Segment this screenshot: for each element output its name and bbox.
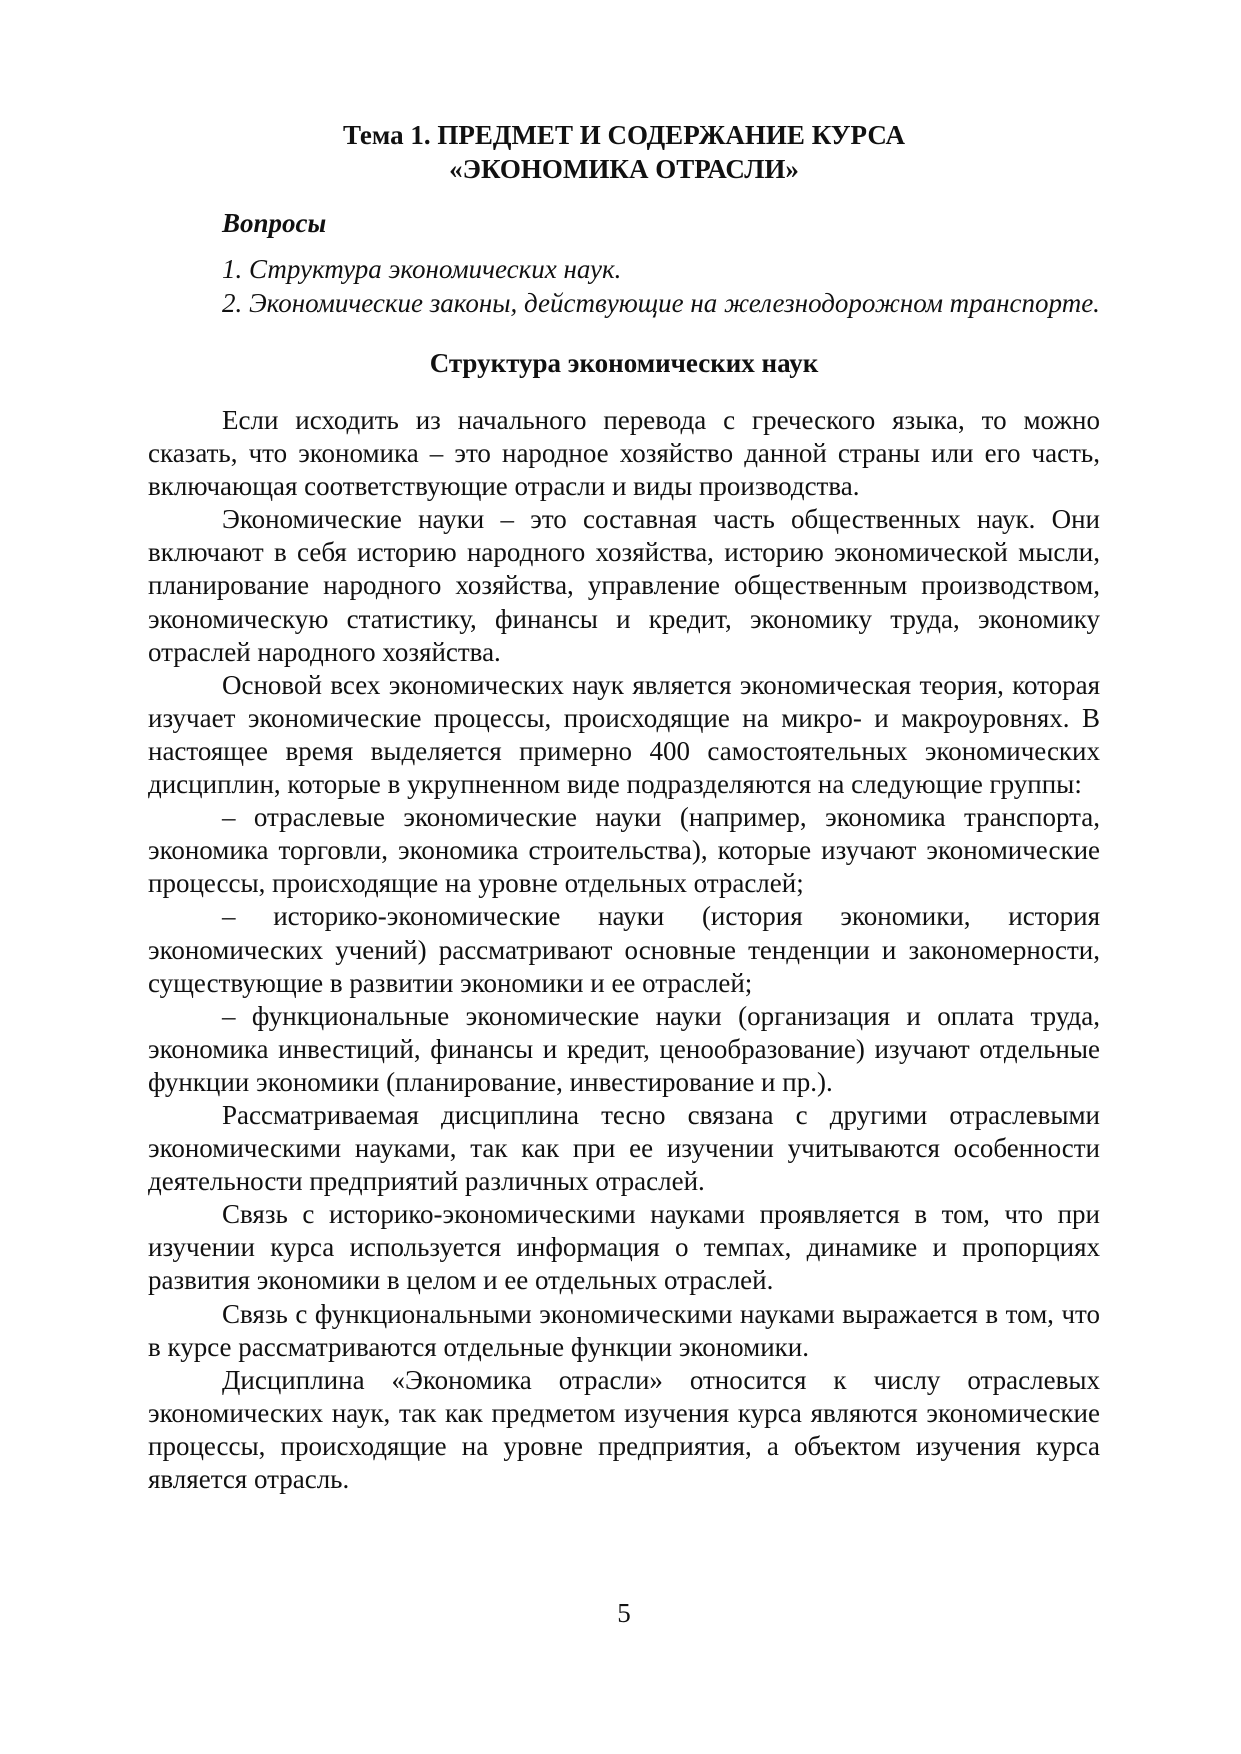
question-item-1: 1. Структура экономических наук.	[222, 254, 622, 284]
paragraph-7: Дисциплина «Экономика отрасли» относится к числу отраслевых экономических наук, так как предметом изучения курса являются экономические процессы, происходящие на уровне предприятия, а объектом изучения курса является отрасль.	[148, 1364, 1100, 1494]
questions-title: Вопросы	[222, 208, 327, 238]
section-title: Структура экономических наук	[429, 348, 819, 378]
heading-line-1: Тема 1. ПРЕДМЕТ И СОДЕРЖАНИЕ КУРСА	[342, 120, 906, 150]
list-item-sectoral: – отраслевые экономические науки (например, экономика транспорта, экономика торговли, экономика строительства), которые изучают экономические процессы, происходящие на уровне отдельных отраслей;	[148, 802, 1100, 899]
list-item-functional: – функциональные экономические науки (организация и оплата труда, экономика инвестиций, финансы и кредит, ценообразование) изучают отдельные функции экономики (планирование, инвестирование и пр.).	[148, 1000, 1100, 1097]
page-body	[148, 118, 1100, 1678]
paragraph-6: Связь с функциональными экономическими науками выражается в том, что в курсе рассматриваются отдельные функции экономики.	[148, 1298, 1100, 1362]
paragraph-2: Экономические науки – это составная часть общественных наук. Они включают в себя историю народного хозяйства, историю экономической мысли, планирование народного хозяйства, управление общественным производством, экономическую статистику, финансы и кредит, экономику труда, экономику отраслей народного хозяйства.	[148, 504, 1100, 667]
heading-line-2: «ЭКОНОМИКА ОТРАСЛИ»	[449, 154, 799, 184]
question-item-2: 2. Экономические законы, действующие на железнодорожном транспорте.	[222, 288, 1100, 318]
paragraph-1: Если исходить из начального перевода с греческого языка, то можно сказать, что экономика – это народное хозяйство данной страны или его часть, включающая соответствующие отрасли и виды производства.	[148, 405, 1100, 502]
page-heading	[148, 118, 1100, 186]
paragraph-3: Основой всех экономических наук является экономическая теория, которая изучает экономические процессы, происходящие на микро- и макроуровнях. В настоящее время выделяется примерно 400 самостоятельных экономических дисциплин, которые в укрупненном виде подразделяются на следующие группы:	[148, 669, 1100, 800]
page-number: 5	[617, 1598, 631, 1628]
paragraph-4: Рассматриваемая дисциплина тесно связана с другими отраслевыми экономическими науками, так как при ее изучении учитываются особенности деятельности предприятий различных отраслей.	[148, 1099, 1100, 1197]
paragraph-5: Связь с историко-экономическими науками проявляется в том, что при изучении курса используется информация о темпах, динамике и пропорциях развития экономики в целом и ее отдельных отраслей.	[148, 1199, 1100, 1296]
list-item-historical: – историко-экономические науки (история экономики, история экономических учений) рассматривают основные тенденции и закономерности, существующие в развитии экономики и ее отраслей;	[148, 901, 1100, 998]
